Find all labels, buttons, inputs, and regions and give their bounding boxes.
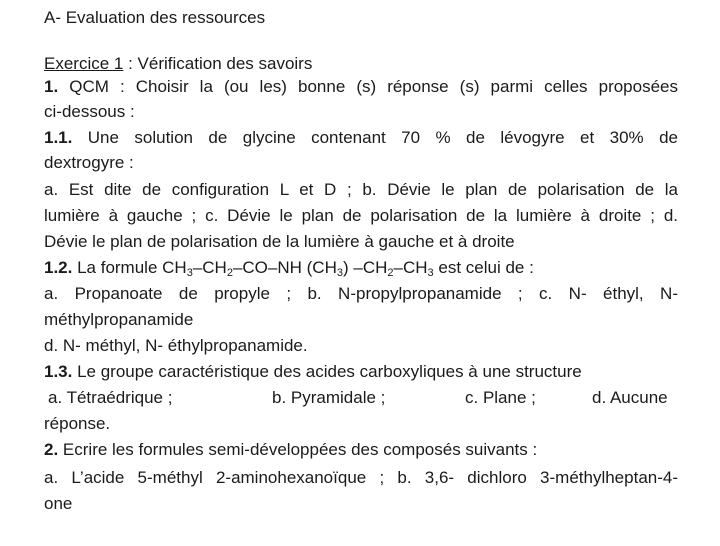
q1-number: 1. (44, 77, 59, 96)
q1-2-options-text2: méthylpropanamide (44, 310, 194, 329)
q1-2-suffix: est celui de : (433, 258, 534, 277)
section-title (44, 6, 678, 30)
q1-3-number: 1.3. (44, 362, 73, 381)
q1-1-text-line1: Une solution de glycine contenant 70 % de lévogyre et 30% de (72, 128, 678, 147)
q1-3-option-d-cont: réponse. (44, 414, 111, 433)
q1-text-line2: ci-dessous : (44, 102, 135, 121)
formula-part1: –CH (192, 258, 227, 277)
q1-1-line1 (44, 126, 678, 150)
section-title-text: A- Evaluation des ressources (44, 8, 266, 27)
subscript-3c: 3 (427, 267, 434, 279)
exercise-separator: : (123, 54, 138, 73)
q1-3-option-b: b. Pyramidale ; (272, 388, 386, 407)
formula-part3: ) –CH (342, 258, 388, 277)
q2-answer-text1: a. L’acide 5-méthyl 2-aminohexanoïque ; b. 3,6- dichloro 3-méthylheptan-4- (44, 468, 678, 487)
q1-line2 (44, 100, 678, 124)
q1-3-option-a: a. Tétraédrique ; (48, 388, 173, 407)
exercise-heading (44, 52, 678, 76)
q1-2-options-text1: a. Propanoate de propyle ; b. N-propylpropanamide ; c. N- éthyl, N- (44, 284, 678, 303)
exercise-label: Exercice 1 (44, 54, 124, 73)
q1-text-line1: QCM : Choisir la (ou les) bonne (s) réponse (s) parmi celles proposées (58, 77, 678, 96)
q1-2-options-line1 (44, 282, 678, 306)
q1-1-line2 (44, 151, 678, 175)
q1-2-prefix: La formule CH (72, 258, 187, 277)
q2-line (44, 438, 678, 462)
q1-1-options-text2: lumière à gauche ; c. Dévie le plan de polarisation de la lumière à droite ; d. (44, 206, 678, 225)
subscript-3b: 3 (336, 267, 343, 279)
q1-1-options-text1: a. Est dite de configuration L et D ; b. Dévie le plan de polarisation de la (44, 180, 678, 199)
q2-number: 2. (44, 440, 59, 459)
subscript-2b: 2 (387, 267, 394, 279)
q1-line1 (44, 75, 678, 99)
q1-1-options-line1 (44, 178, 678, 202)
q1-1-text-line2: dextrogyre : (44, 153, 134, 172)
q1-2-options-line3 (44, 334, 678, 358)
q1-3-option-d-cont-line (44, 412, 678, 436)
q2-answer-line1 (44, 466, 678, 490)
q1-1-options-line3 (44, 230, 678, 254)
q1-2-line (44, 256, 678, 280)
q1-2-options-text3: d. N- méthyl, N- éthylpropanamide. (44, 336, 308, 355)
q1-1-options-line2 (44, 204, 678, 228)
q1-2-number: 1.2. (44, 258, 73, 277)
q2-text: Ecrire les formules semi-développées des composés suivants : (58, 440, 538, 459)
q1-3-option-d: d. Aucune (592, 388, 668, 407)
q1-3-options-row (44, 386, 678, 410)
q2-answer-text2: one (44, 494, 73, 513)
q1-1-number: 1.1. (44, 128, 73, 147)
q1-3-option-c: c. Plane ; (465, 388, 536, 407)
formula-part4: –CH (393, 258, 428, 277)
q2-answer-line2 (44, 492, 678, 516)
subscript-3a: 3 (186, 267, 193, 279)
q1-3-line (44, 360, 678, 384)
q1-2-options-line2 (44, 308, 678, 332)
exercise-title: Vérification des savoirs (137, 54, 313, 73)
subscript-2a: 2 (226, 267, 233, 279)
q1-3-text: Le groupe caractéristique des acides carboxyliques à une structure (72, 362, 582, 381)
formula-part2: –CO–NH (CH (232, 258, 337, 277)
q1-1-options-text3: Dévie le plan de polarisation de la lumière à gauche et à droite (44, 232, 515, 251)
